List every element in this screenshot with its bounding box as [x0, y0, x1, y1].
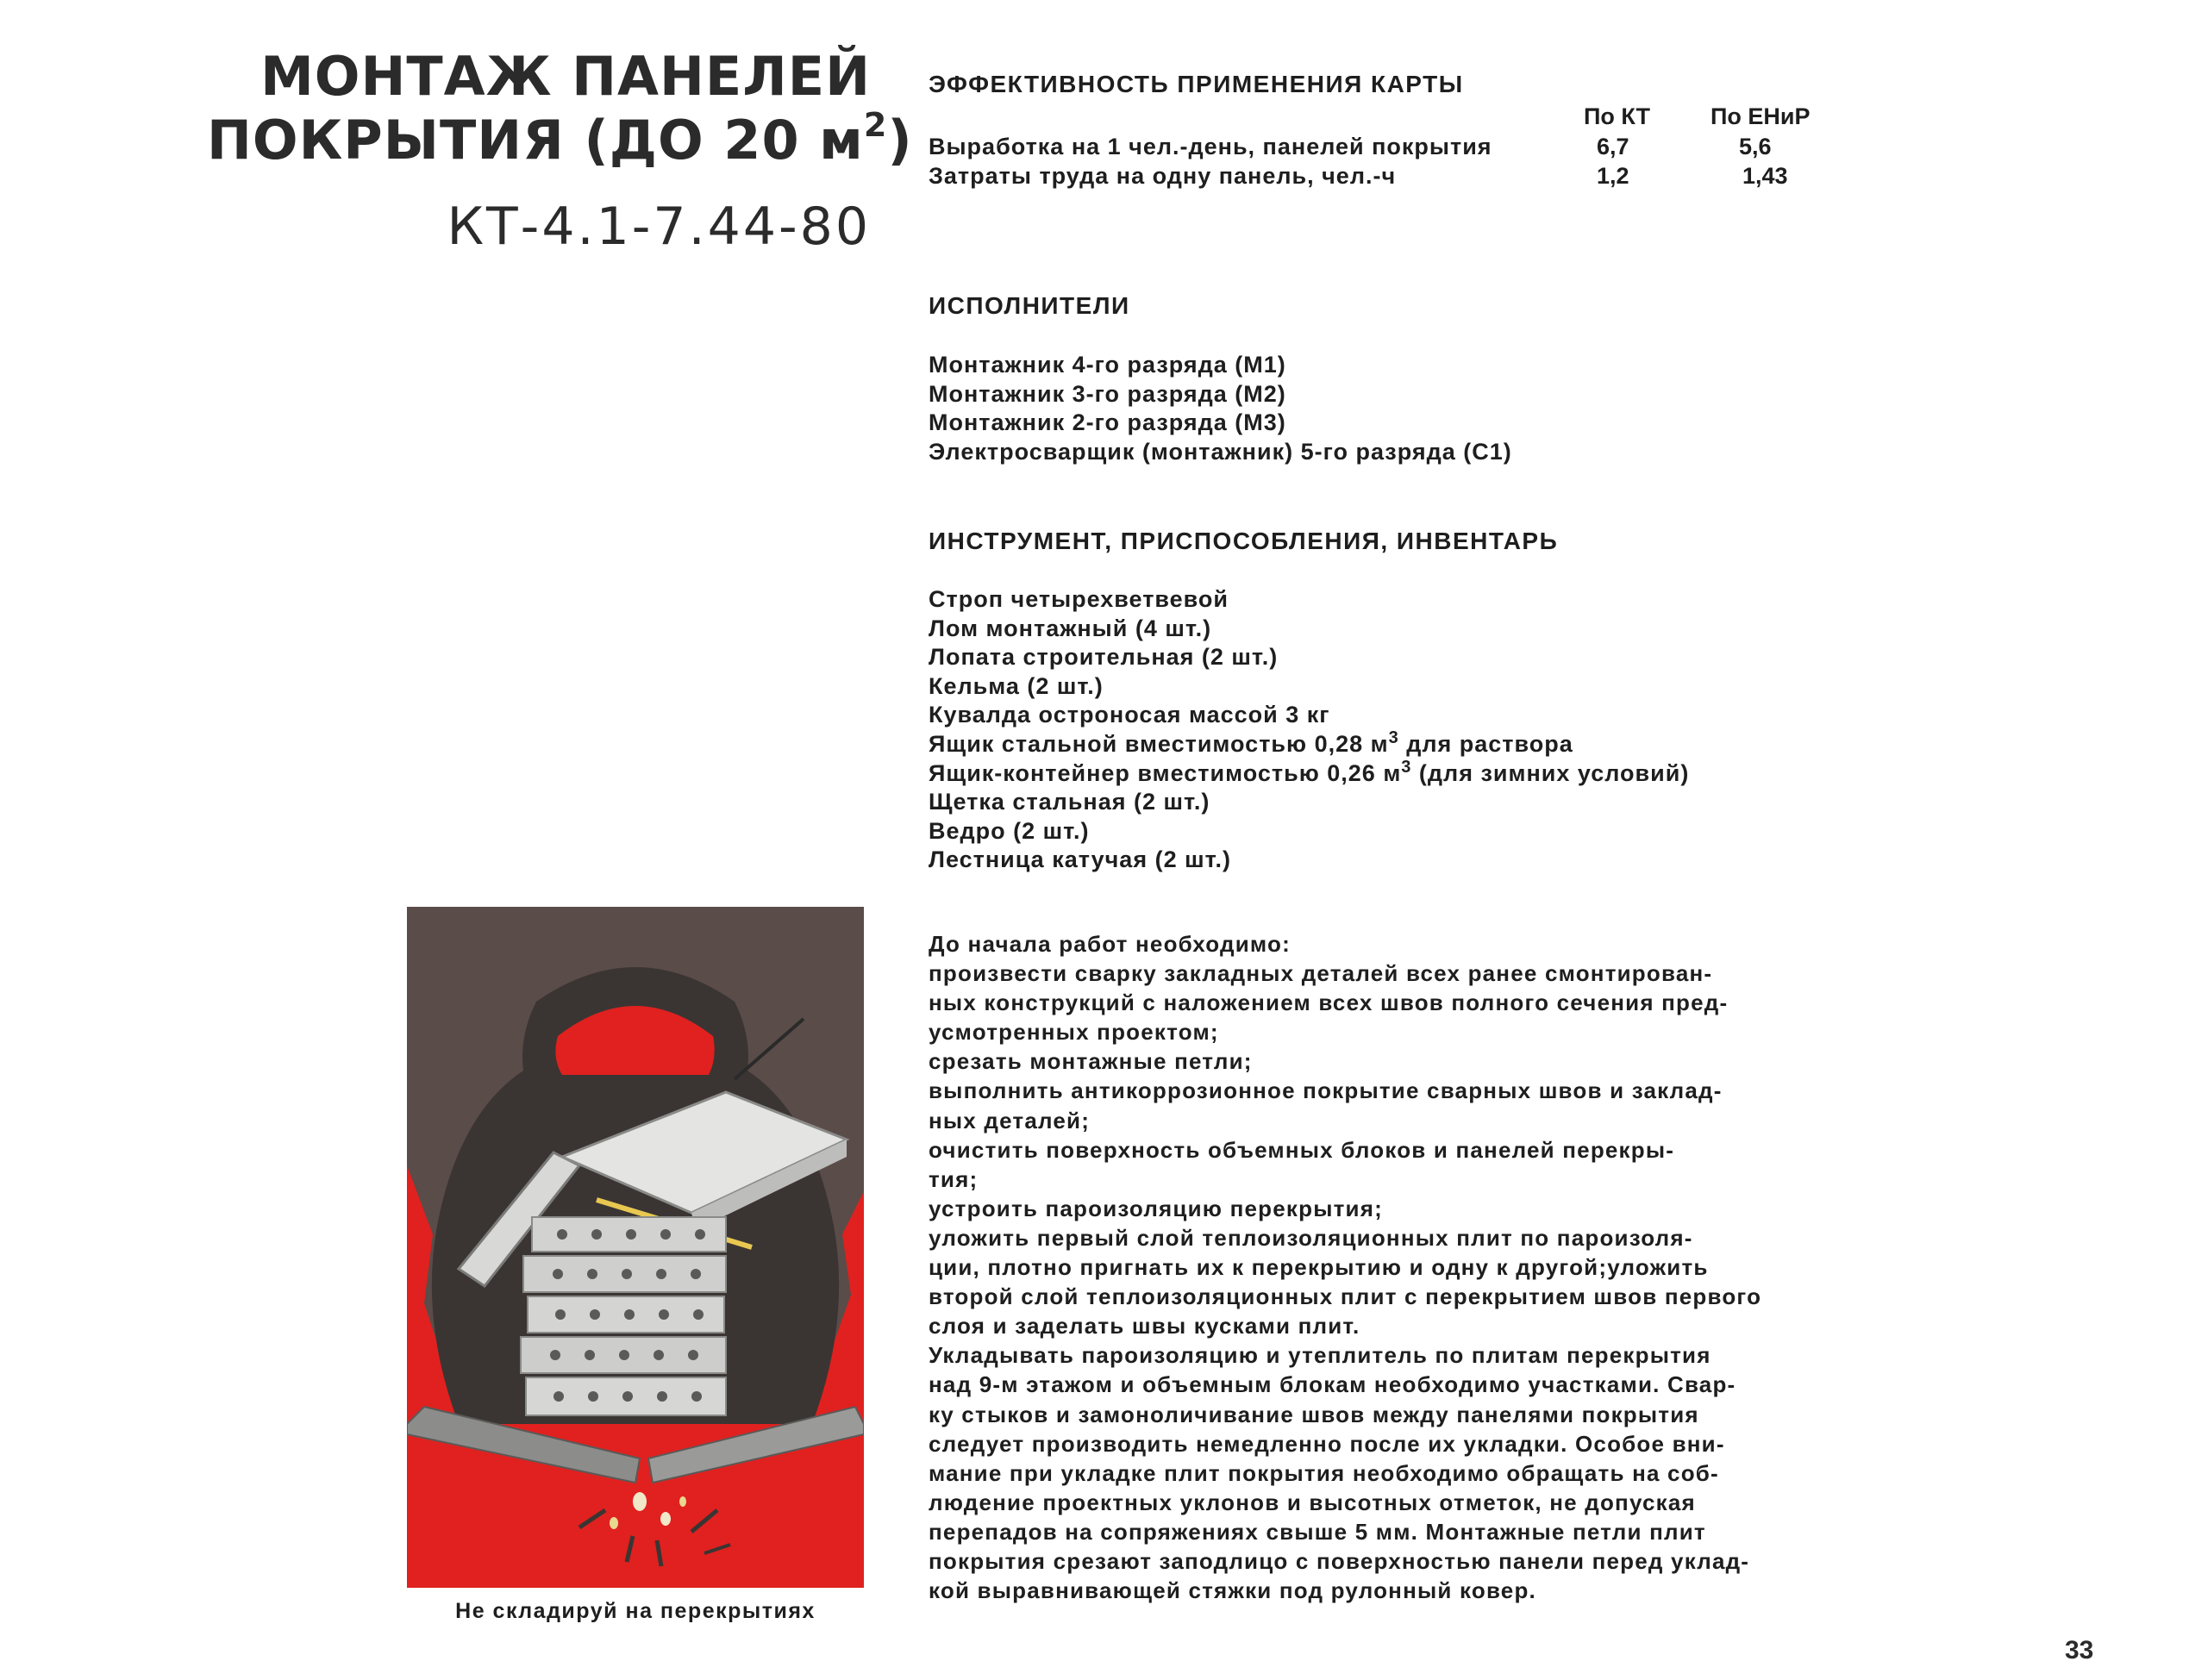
tools-heading: ИНСТРУМЕНТ, ПРИСПОСОБЛЕНИЯ, ИНВЕНТАРЬ: [929, 528, 1559, 554]
instruction-line: ции, плотно пригнать их к перекрытию и одну к другой;уложить: [929, 1254, 1709, 1281]
efficiency-row-label: Выработка на 1 чел.-день, панелей покрытия: [929, 134, 1492, 159]
tool-item: Щетка стальная (2 шт.): [929, 789, 1210, 815]
tool-item: Лом монтажный (4 шт.): [929, 615, 1212, 641]
page-title-line-1: МОНТАЖ ПАНЕЛЕЙ: [260, 45, 871, 108]
efficiency-col-enir: По ЕНиР: [1711, 103, 1811, 129]
instruction-line: срезать монтажные петли;: [929, 1048, 1253, 1075]
instruction-line: выполнить антикоррозионное покрытие сварных швов и заклад-: [929, 1077, 1723, 1104]
page-title-line-2-text: ПОКРЫТИЯ (ДО 20 м: [207, 109, 864, 172]
tool-item-text-end: для раствора: [1398, 730, 1573, 757]
efficiency-row-enir: 1,43: [1742, 163, 1788, 189]
instruction-line: над 9-м этажом и объемным блокам необходимо участками. Свар-: [929, 1371, 1736, 1398]
performer-item: Монтажник 4-го разряда (М1): [929, 352, 1286, 378]
instruction-line: следует производить немедленно после их укладки. Особое вни-: [929, 1430, 1725, 1457]
tool-item: Ведро (2 шт.): [929, 817, 1090, 844]
page-title-superscript: 2: [863, 106, 888, 144]
instruction-line: тия;: [929, 1165, 979, 1192]
performer-item: Монтажник 3-го разряда (М2): [929, 380, 1286, 407]
instruction-line: мание при укладке плит покрытия необходимо обращать на соб-: [929, 1459, 1719, 1486]
instruction-line: устроить пароизоляцию перекрытия;: [929, 1195, 1383, 1221]
instruction-line: произвести сварку закладных деталей всех ранее смонтирован-: [929, 960, 1713, 987]
card-code: КТ-4.1-7.44-80: [447, 197, 871, 257]
instruction-line: очистить поверхность объемных блоков и панелей перекры-: [929, 1136, 1675, 1163]
instruction-line: ных конструкций с наложением всех швов полного сечения пред-: [929, 990, 1729, 1016]
title-block: [207, 45, 913, 257]
instruction-line: второй слой теплоизоляционных плит с перекрытием швов первого: [929, 1283, 1762, 1310]
efficiency-row-kt: 1,2: [1597, 163, 1629, 189]
tool-item: Кувалда остроносая массой 3 кг: [929, 702, 1330, 728]
tool-item: Лопата строительная (2 шт.): [929, 644, 1279, 671]
instruction-line: Укладывать пароизоляцию и утеплитель по плитам перекрытия: [929, 1342, 1711, 1369]
instruction-line: людение проектных уклонов и высотных отметок, не допуская: [929, 1489, 1696, 1515]
page-number: 33: [2065, 1636, 2094, 1664]
tool-item: [929, 759, 1689, 789]
tool-item-superscript: 3: [1401, 757, 1412, 777]
efficiency-heading: ЭФФЕКТИВНОСТЬ ПРИМЕНЕНИЯ КАРТЫ: [929, 71, 1464, 97]
instruction-line: уложить первый слой теплоизоляционных плит по пароизоля-: [929, 1224, 1693, 1251]
page-title-line-2-end: ): [887, 109, 913, 172]
performer-item: Электросварщик (монтажник) 5-го разряда (С1): [929, 438, 1512, 465]
efficiency-col-kt: По КТ: [1584, 103, 1651, 129]
instruction-line: ку стыков и замоноличивание швов между панелями покрытия: [929, 1401, 1699, 1427]
efficiency-row-label: Затраты труда на одну панель, чел.-ч: [929, 163, 1397, 189]
tool-item: [929, 730, 1689, 759]
tool-item-text: Ящик-контейнер вместимостью 0,26 м: [929, 759, 1402, 786]
instruction-line: покрытия срезают заподлицо с поверхностью панели перед уклад-: [929, 1547, 1750, 1574]
performers-list: [929, 351, 1512, 466]
instruction-line: перепадов на сопряжениях свыше 5 мм. Монтажные петли плит: [929, 1518, 1706, 1545]
efficiency-row-kt: 6,7: [1597, 134, 1629, 159]
page-title-line-2: [207, 106, 913, 172]
instruction-line: ных деталей;: [929, 1107, 1091, 1134]
efficiency-row-enir: 5,6: [1739, 134, 1772, 159]
performer-item: Монтажник 2-го разряда (М3): [929, 409, 1286, 436]
tool-item: Лестница катучая (2 шт.): [929, 846, 1231, 873]
instructions-text: [929, 929, 1860, 1605]
tool-item-text-end: (для зимних условий): [1411, 759, 1690, 786]
tool-item: Кельма (2 шт.): [929, 672, 1104, 699]
tools-list: [929, 585, 1689, 875]
illustration-caption: Не складируй на перекрытиях: [455, 1599, 816, 1623]
tool-item-text: Ящик стальной вместимостью 0,28 м: [929, 730, 1389, 757]
instruction-line: усмотренных проектом;: [929, 1019, 1219, 1046]
instruction-line: кой выравнивающей стяжки под рулонный ковер.: [929, 1577, 1536, 1604]
performers-heading: ИСПОЛНИТЕЛИ: [929, 292, 1130, 319]
instruction-line: До начала работ необходимо:: [929, 931, 1291, 957]
warning-illustration: [407, 907, 864, 1588]
instruction-line: слоя и заделать швы кусками плит.: [929, 1313, 1360, 1340]
tool-item-superscript: 3: [1388, 728, 1399, 747]
tool-item: Строп четырехветвевой: [929, 586, 1229, 612]
